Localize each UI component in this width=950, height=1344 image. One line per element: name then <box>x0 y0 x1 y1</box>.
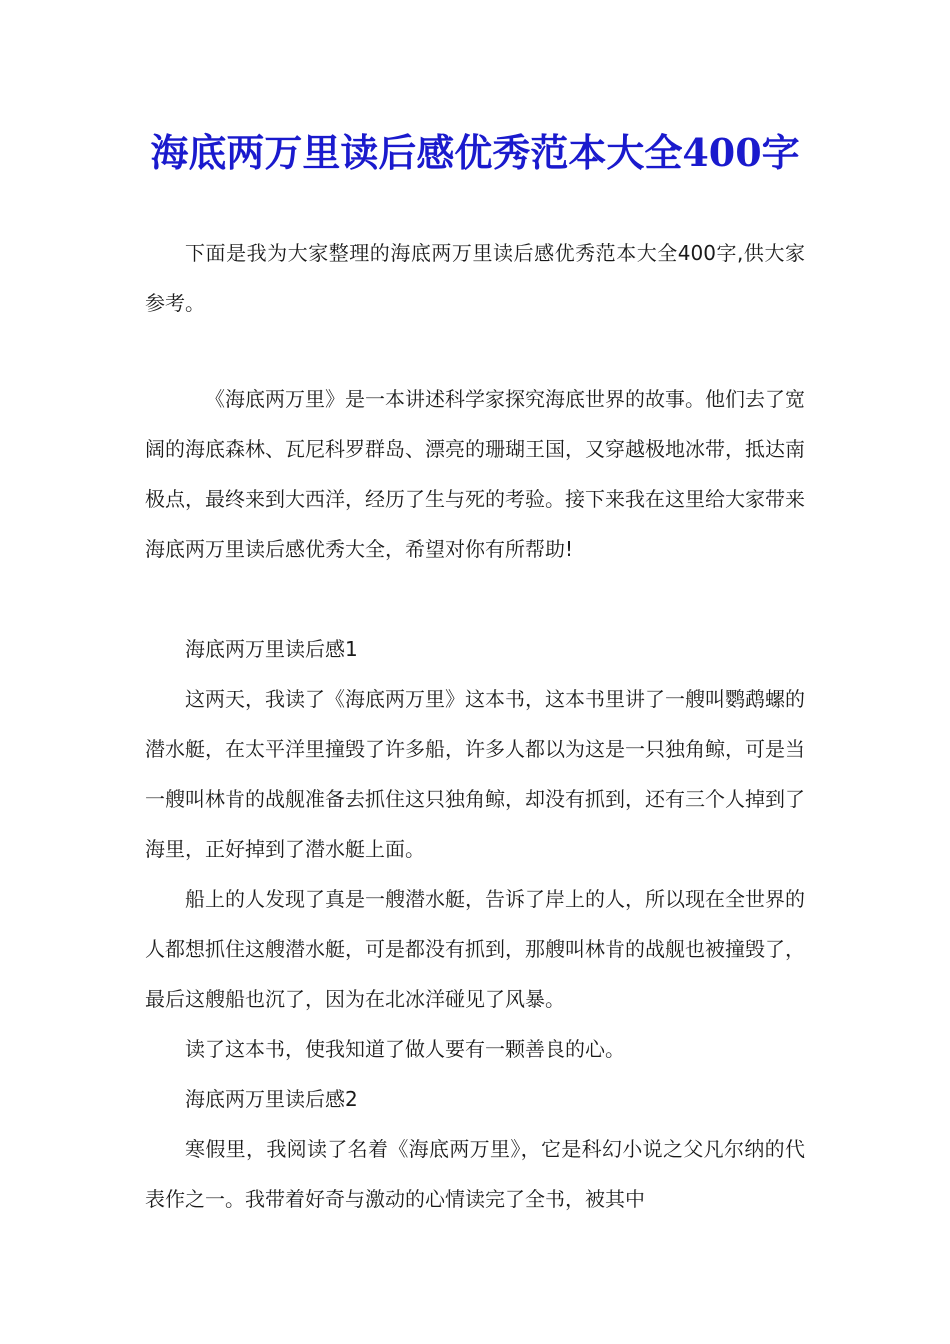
intro-paragraph: 下面是我为大家整理的海底两万里读后感优秀范本大全400字,供大家参考。 <box>145 241 805 315</box>
essay-1-heading: 海底两万里读后感1 <box>185 637 358 661</box>
essay-2-paragraph-1: 寒假里，我阅读了名着《海底两万里》，它是科幻小说之父凡尔纳的代表作之一。我带着好奇与激动的心情读完了全书，被其中 <box>145 1137 805 1211</box>
essay-1-paragraph-2: 船上的人发现了真是一艘潜水艇，告诉了岸上的人，所以现在全世界的人都想抓住这艘潜水艇，可是都没有抓到，那艘叫林肯的战舰也被撞毁了，最后这艘船也沉了，因为在北冰洋碰见了风暴。 <box>145 887 805 1011</box>
essay-1-paragraph-1: 这两天，我读了《海底两万里》这本书，这本书里讲了一艘叫鹦鹉螺的潜水艇，在太平洋里撞毁了许多船，许多人都以为这是一只独角鲸，可是当一艘叫林肯的战舰准备去抓住这只独角鲸，却没有抓到，还有三个人掉到了海里，正好掉到了潜水艇上面。 <box>145 687 805 861</box>
document-title: 海底两万里读后感优秀范本大全400字 <box>150 130 800 175</box>
essay-1-paragraph-3: 读了这本书，使我知道了做人要有一颗善良的心。 <box>185 1037 625 1061</box>
summary-paragraph: 《海底两万里》是一本讲述科学家探究海底世界的故事。他们去了宽阔的海底森林、瓦尼科罗群岛、漂亮的珊瑚王国，又穿越极地冰带，抵达南极点，最终来到大西洋，经历了生与死的考验。接下来我在这里给大家带来海底两万里读后感优秀大全，希望对你有所帮助! <box>145 387 805 561</box>
essay-2-heading: 海底两万里读后感2 <box>185 1087 358 1111</box>
